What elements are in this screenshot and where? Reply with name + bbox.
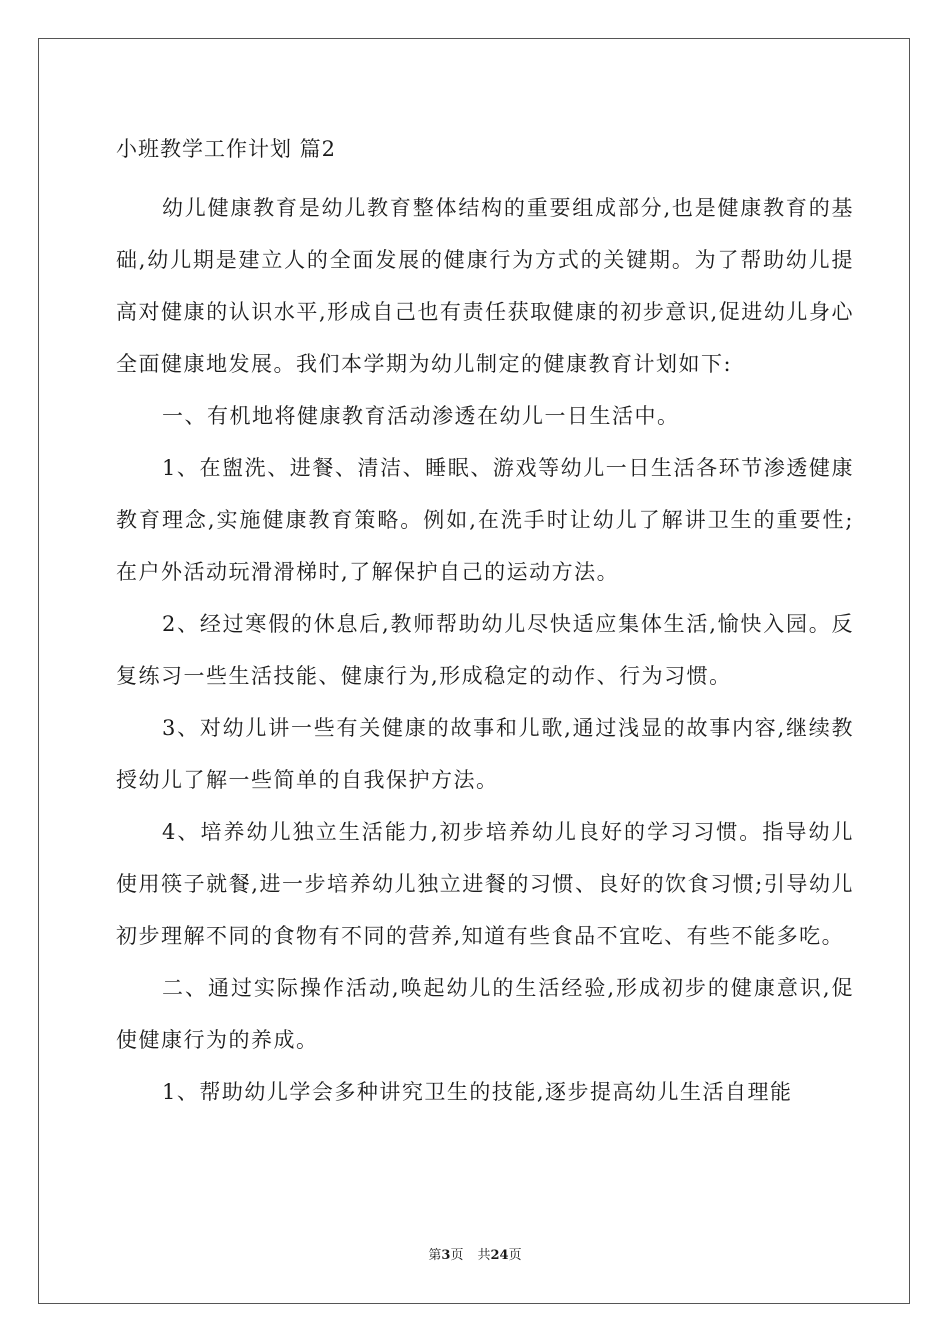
document-title: 小班教学工作计划 篇2 <box>116 137 337 161</box>
paragraph-item-2-1: 1、帮助幼儿学会多种讲究卫生的技能,逐步提高幼儿生活自理能 <box>162 1080 793 1104</box>
total-suffix: 页 <box>508 1248 522 1263</box>
total-prefix: 共 <box>477 1248 491 1263</box>
page-footer <box>0 1247 950 1265</box>
paragraph-item-1-1: 1、在盥洗、进餐、清洁、睡眠、游戏等幼儿一日生活各环节渗透健康教育理念,实施健康教育策略。例如,在洗手时让幼儿了解讲卫生的重要性;在户外活动玩滑滑梯时,了解保护自己的运动方法。 <box>116 456 854 584</box>
paragraph-item-1-2: 2、经过寒假的休息后,教师帮助幼儿尽快适应集体生活,愉快入园。反复练习一些生活技能、健康行为,形成稳定的动作、行为习惯。 <box>116 612 854 688</box>
total-pages: 24 <box>490 1248 509 1263</box>
paragraph-item-1-3: 3、对幼儿讲一些有关健康的故事和儿歌,通过浅显的故事内容,继续教授幼儿了解一些简单的自我保护方法。 <box>116 716 854 792</box>
page-number: 3 <box>441 1248 451 1263</box>
page-prefix: 第 <box>428 1248 442 1263</box>
paragraph-section-1-heading: 一、有机地将健康教育活动渗透在幼儿一日生活中。 <box>162 404 680 428</box>
document-body <box>116 182 854 1118</box>
paragraph-intro: 幼儿健康教育是幼儿教育整体结构的重要组成部分,也是健康教育的基础,幼儿期是建立人的全面发展的健康行为方式的关键期。为了帮助幼儿提高对健康的认识水平,形成自己也有责任获取健康的初步意识,促进幼儿身心全面健康地发展。我们本学期为幼儿制定的健康教育计划如下: <box>116 196 854 376</box>
paragraph-item-1-4: 4、培养幼儿独立生活能力,初步培养幼儿良好的学习习惯。指导幼儿使用筷子就餐,进一步培养幼儿独立进餐的习惯、良好的饮食习惯;引导幼儿初步理解不同的食物有不同的营养,知道有些食品不宜吃、有些不能多吃。 <box>116 820 854 948</box>
paragraph-section-2-heading: 二、通过实际操作活动,唤起幼儿的生活经验,形成初步的健康意识,促使健康行为的养成。 <box>116 976 854 1052</box>
page-suffix: 页 <box>450 1248 464 1263</box>
